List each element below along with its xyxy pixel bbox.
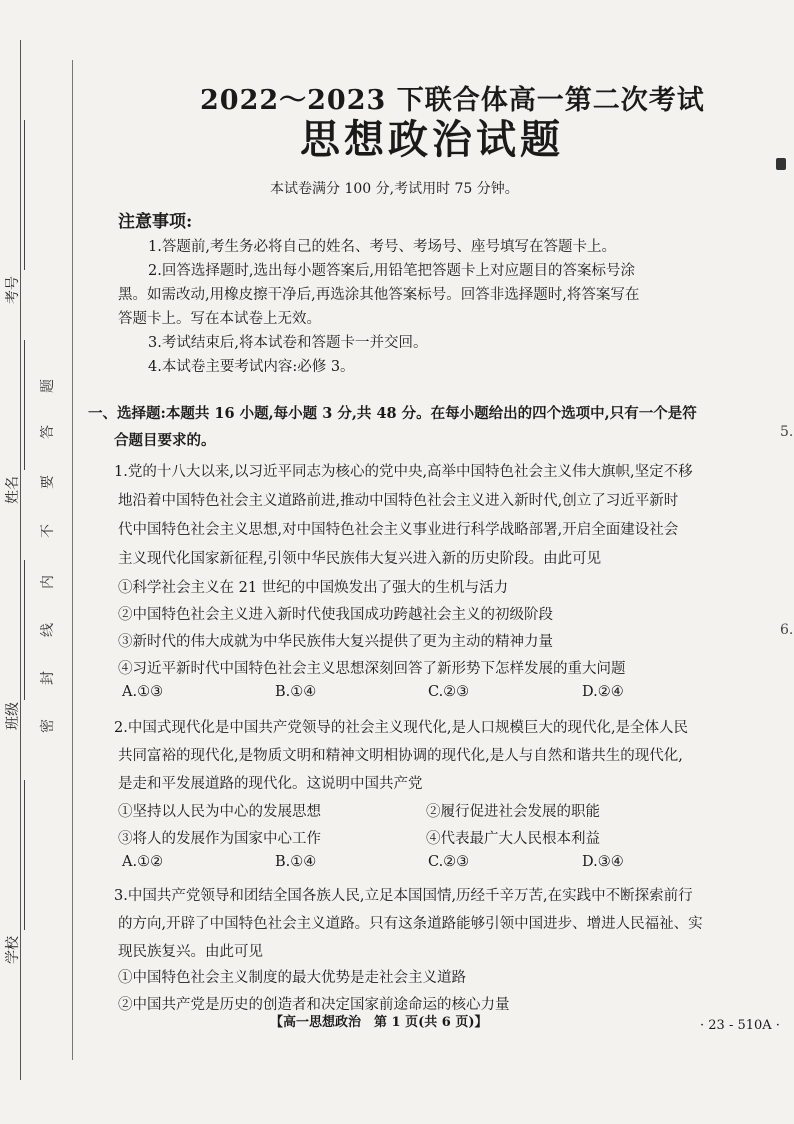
paper-code: · 23 - 510A · [700, 1018, 780, 1033]
exam-no-line [24, 120, 25, 270]
question-1-option-c: C.②③ [428, 684, 470, 700]
page-edge-mark-icon [776, 158, 786, 170]
notice-line: 2.回答选择题时,选出每小题答案后,用铅笔把答题卡上对应题目的答案标号涂 [148, 263, 636, 279]
school-label: 学校 [5, 936, 21, 964]
question-2-item: ③将人的发展作为国家中心工作 [118, 831, 321, 847]
question-1-option-b: B.①④ [275, 684, 317, 700]
seal-word: 内 [40, 575, 56, 589]
question-3-item: ①中国特色社会主义制度的最大优势是走社会主义道路 [118, 970, 466, 986]
question-2-item: ①坚持以人民为中心的发展思想 [118, 804, 321, 820]
seal-word: 不 [40, 524, 56, 538]
exam-title: 2022～2023 下联合体高一第二次考试 [200, 85, 705, 116]
question-3-stem: 3.中国共产党领导和团结全国各族人民,立足本国国情,历经千辛万苦,在实践中不断探索前行 [114, 888, 693, 904]
question-1-item: ④习近平新时代中国特色社会主义思想深刻回答了新形势下怎样发展的重大问题 [118, 661, 626, 677]
question-1-item: ②中国特色社会主义进入新时代使我国成功跨越社会主义的初级阶段 [118, 607, 553, 623]
page-footer: 【高一思想政治 第 1 页(共 6 页)】 [270, 1015, 488, 1030]
question-2-option-a: A.①② [122, 854, 164, 870]
binding-line-outer [20, 40, 21, 1080]
edge-question-number: 6. [780, 622, 794, 638]
notice-line: 3.考试结束后,将本试卷和答题卡一并交回。 [148, 335, 428, 351]
question-1-option-a: A.①③ [122, 684, 164, 700]
binding-line-inner [72, 60, 73, 1060]
question-1-item: ①科学社会主义在 21 世纪的中国焕发出了强大的生机与活力 [118, 580, 509, 596]
notice-line: 答题卡上。写在本试卷上无效。 [118, 311, 321, 327]
question-1-item: ③新时代的伟大成就为中华民族伟大复兴提供了更为主动的精神力量 [118, 634, 553, 650]
notice-line: 黑。如需改动,用橡皮擦干净后,再选涂其他答案标号。回答非选择题时,将答案写在 [118, 287, 640, 303]
question-2-option-c: C.②③ [428, 854, 470, 870]
section-heading-cont: 合题目要求的。 [114, 432, 216, 449]
notice-line: 1.答题前,考生务必将自己的姓名、考号、考场号、座号填写在答题卡上。 [148, 239, 616, 255]
seal-word: 题 [40, 379, 56, 393]
class-line [24, 560, 25, 700]
name-line [24, 340, 25, 470]
question-2-stem: 是走和平发展道路的现代化。这说明中国共产党 [118, 776, 423, 792]
edge-question-number: 5. [780, 424, 794, 440]
seal-word: 答 [40, 425, 56, 439]
section-heading: 一、选择题:本题共 16 小题,每小题 3 分,共 48 分。在每小题给出的四个选项中,只有一个是符 [88, 405, 697, 422]
question-2-item: ②履行促进社会发展的职能 [426, 804, 600, 820]
exam-no-label: 考号 [5, 276, 21, 304]
question-2-item: ④代表最广大人民根本利益 [426, 831, 600, 847]
seal-word: 封 [40, 671, 56, 685]
seal-word: 密 [40, 719, 56, 733]
question-1-stem: 地沿着中国特色社会主义道路前进,推动中国特色社会主义进入新时代,创立了习近平新时 [118, 493, 679, 509]
question-3-stem: 的方向,开辟了中国特色社会主义道路。只有这条道路能够引领中国进步、增进人民福祉、实 [118, 916, 703, 932]
school-line [24, 780, 25, 930]
question-3-item: ②中国共产党是历史的创造者和决定国家前途命运的核心力量 [118, 997, 510, 1013]
question-2-option-d: D.③④ [582, 854, 624, 870]
seal-word: 线 [40, 623, 56, 637]
name-label: 姓名 [5, 476, 21, 504]
question-2-stem: 2.中国式现代化是中国共产党领导的社会主义现代化,是人口规模巨大的现代化,是全体人民 [114, 720, 689, 736]
notice-line: 4.本试卷主要考试内容:必修 3。 [148, 359, 355, 375]
question-1-stem: 代中国特色社会主义思想,对中国特色社会主义事业进行科学战略部署,开启全面建设社会 [118, 522, 679, 538]
question-1-stem: 1.党的十八大以来,以习近平同志为核心的党中央,高举中国特色社会主义伟大旗帜,坚定不移 [114, 464, 693, 480]
question-1-option-d: D.②④ [582, 684, 624, 700]
question-1-stem: 主义现代化国家新征程,引领中华民族伟大复兴进入新的历史阶段。由此可见 [118, 551, 602, 567]
exam-meta: 本试卷满分 100 分,考试用时 75 分钟。 [270, 181, 519, 197]
question-2-stem: 共同富裕的现代化,是物质文明和精神文明相协调的现代化,是人与自然和谐共生的现代化, [118, 748, 683, 764]
question-2-option-b: B.①④ [275, 854, 317, 870]
class-label: 班级 [5, 702, 21, 730]
notice-heading: 注意事项: [118, 212, 193, 232]
seal-word: 要 [40, 475, 56, 489]
question-3-stem: 现民族复兴。由此可见 [118, 944, 263, 960]
subject-title: 思想政治试题 [300, 116, 564, 163]
